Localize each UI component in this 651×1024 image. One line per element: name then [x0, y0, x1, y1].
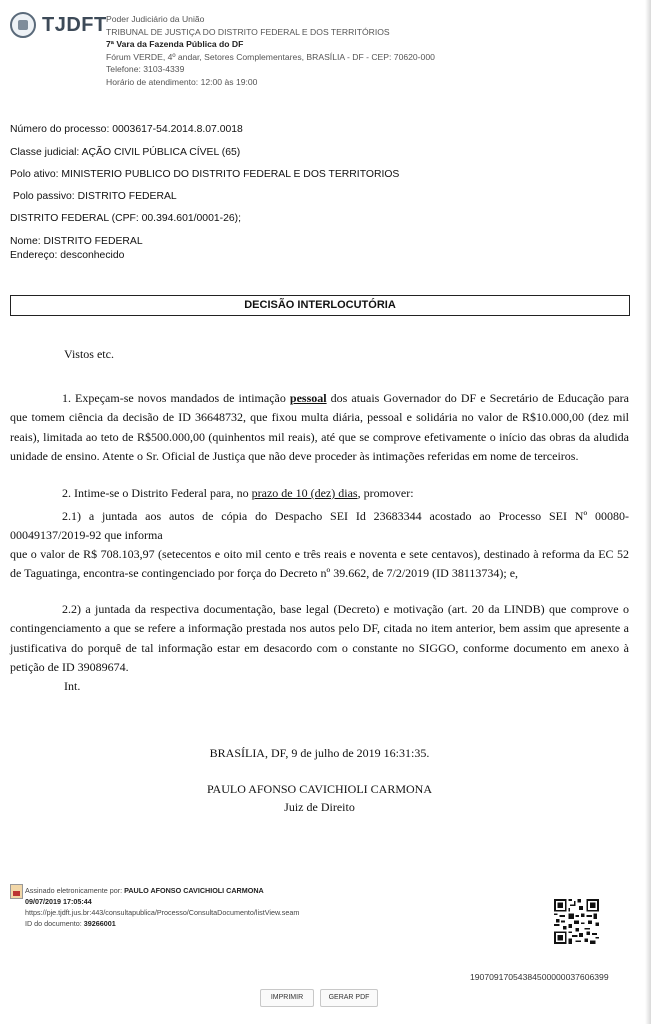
paragraph-2-1-b: que o valor de R$ 708.103,97 (setecentos e oito mil cento e três reais e noventa e sete centavos), destinado à reforma da EC 52 de Taguatinga, encontra-se contingenciado por força do Decreto nº 39.662, de 7/2/2019 (ID 38113734); e,: [10, 547, 629, 581]
paragraph-2: [10, 484, 629, 503]
paragraph-2-text-cont: , promover:: [357, 486, 414, 500]
signature-icon: [10, 884, 23, 899]
court-line: 7ª Vara da Fazenda Pública do DF: [106, 39, 244, 50]
page-edge-shadow: [645, 0, 651, 1024]
court-logo: [10, 12, 107, 38]
signed-by: [25, 886, 264, 896]
paragraph-1-emphasis: pessoal: [289, 391, 327, 405]
decision-title: DECISÃO INTERLOCUTÓRIA: [10, 295, 630, 316]
document-id-label: ID do documento:: [25, 919, 84, 928]
passive-party: Polo passivo: DISTRITO FEDERAL: [10, 191, 177, 202]
court-line: Horário de atendimento: 12:00 às 19:00: [106, 76, 258, 87]
party-cpf: DISTRITO FEDERAL (CPF: 00.394.601/0001-26);: [10, 213, 241, 224]
court-line: Fórum VERDE, 4º andar, Setores Complementares, BRASÍLIA - DF - CEP: 70620-000: [106, 51, 435, 62]
logo-text: TJDFT: [42, 13, 107, 36]
judge-name: PAULO AFONSO CAVICHIOLI CARMONA: [206, 782, 433, 796]
active-party: Polo ativo: MINISTERIO PUBLICO DO DISTRITO FEDERAL E DOS TERRITORIOS: [10, 169, 400, 180]
paragraph-2-text: 2. Intime-se o Distrito Federal para, no: [62, 486, 252, 500]
paragraph-1-text: 1. Expeçam-se novos mandados de intimação: [62, 391, 290, 405]
int-text: Int.: [64, 679, 81, 693]
judge-title: Juiz de Direito: [284, 800, 355, 814]
document-id: [25, 919, 116, 929]
paragraph-1: [10, 389, 629, 467]
court-line: TRIBUNAL DE JUSTIÇA DO DISTRITO FEDERAL E DOS TERRITÓRIOS: [106, 26, 390, 37]
paragraph-2-1-a: 2.1) a juntada aos autos de cópia do Despacho SEI Id 23683344 acostado ao Processo SEI Nº 00080- 00049137/2019-92 que informa: [10, 509, 629, 543]
party-name: Nome: DISTRITO FEDERAL: [10, 236, 143, 247]
vistos-text: Vistos etc.: [64, 347, 114, 361]
court-line: Telefone: 3103-4339: [106, 64, 185, 75]
court-seal-icon: [10, 12, 36, 38]
signed-date: 09/07/2019 17:05:44: [25, 897, 92, 906]
consulta-url[interactable]: https://pje.tjdft.jus.br:443/consultapublica/Processo/ConsultaDocumento/listView.seam: [25, 908, 300, 917]
signer-name: PAULO AFONSO CAVICHIOLI CARMONA: [124, 886, 264, 895]
paragraph-2-deadline: prazo de 10 (dez) dias: [251, 486, 358, 500]
signed-label: Assinado eletronicamente por:: [25, 886, 125, 895]
paragraph-1-text-cont: dos atuais Governador do DF e Secretário de Educação para que tomem ciência da decisão de ID 36648732, que fixou multa diária, pessoal e solidária no valor de R$10.000,00 (dez mil reais), limitada ao teto de R$500.000,00 (quinhentos mil reais), até que se comprove efetivamente o início das obras da aludida unidade de ensino. Atente o Sr. Oficial de Justiça que não deve proceder às intimações referidas em nome de terceiros.: [10, 391, 629, 464]
print-button[interactable]: IMPRIMIR: [260, 989, 314, 1007]
qr-code-icon: [554, 899, 599, 944]
date-place: BRASÍLIA, DF, 9 de julho de 2019 16:31:35.: [209, 746, 430, 760]
case-number: Número do processo: 0003617-54.2014.8.07.0018: [10, 124, 243, 135]
barcode-number: 19070917054384500000037606399: [470, 972, 609, 982]
party-address: Endereço: desconhecido: [10, 250, 125, 261]
court-header: [106, 13, 435, 89]
case-class: Classe judicial: AÇÃO CIVIL PÚBLICA CÍVEL (65): [10, 147, 241, 158]
court-line: Poder Judiciário da União: [106, 14, 205, 24]
generate-pdf-button[interactable]: GERAR PDF: [320, 989, 378, 1007]
document-id-value: 39266001: [83, 919, 116, 928]
paragraph-2-2: 2.2) a juntada da respectiva documentação, base legal (Decreto) e motivação (art. 20 da LINDB) que comprove o contingenciamento a que se refere a informação prestada nos autos pelo DF, citada no item anterior, bem assim que apresente a justificativa do porquê de tal informação estar em desacordo com o constante no SIGGO, conforme documento em anexo à petição de ID 39089674.: [10, 602, 629, 675]
